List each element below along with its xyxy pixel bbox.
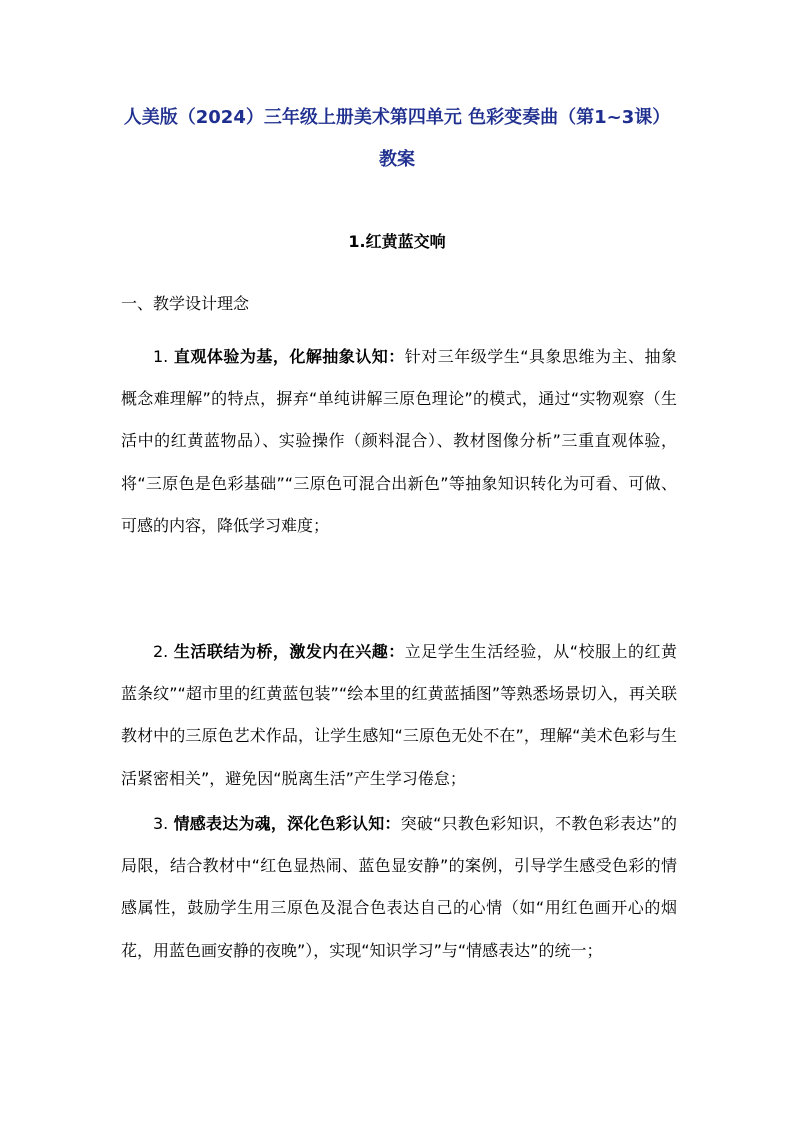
paragraph-body: 立足学生生活经验，从“校服上的红黄蓝条纹”“超市里的红黄蓝包装”“绘本里的红黄蓝插图”等熟悉场景切入，再关联教材中的三原色艺术作品，让学生感知“三原色无处不在”，理解“美术色彩与生活紧密相关”，避免因“脱离生活”产生学习倦怠； xyxy=(121,642,677,788)
paragraph-lead: 直观体验为基，化解抽象认知： xyxy=(173,347,405,366)
section-heading: 一、教学设计理念 xyxy=(121,294,250,313)
paragraph-number: 3. xyxy=(153,814,169,833)
paragraph-1 xyxy=(121,336,677,547)
paragraph-3 xyxy=(121,803,677,972)
paragraph-lead: 情感表达为魂，深化色彩认知： xyxy=(173,814,401,833)
document-title-continued: 教案 xyxy=(379,149,415,170)
paragraph-2 xyxy=(121,631,677,800)
paragraph-number: 1. xyxy=(153,347,169,366)
paragraph-body: 突破“只教色彩知识，不教色彩表达”的局限，结合教材中“红色显热闹、蓝色显安静”的案例，引导学生感受色彩的情感属性，鼓励学生用三原色及混合色表达自己的心情（如“用红色画开心的烟花，用蓝色画安静的夜晚”），实现“知识学习”与“情感表达”的统一； xyxy=(121,814,677,960)
paragraph-body: 针对三年级学生“具象思维为主、抽象概念难理解”的特点，摒弃“单纯讲解三原色理论”的模式，通过“实物观察（生活中的红黄蓝物品）、实验操作（颜料混合）、教材图像分析”三重直观体验，将“三原色是色彩基础”“三原色可混合出新色”等抽象知识转化为可看、可做、可感的内容，降低学习难度； xyxy=(121,347,677,535)
lesson-title: 1.红黄蓝交响 xyxy=(348,232,446,251)
document-title: 人美版（2024）三年级上册美术第四单元 色彩变奏曲（第1~3课） xyxy=(123,107,671,128)
paragraph-number: 2. xyxy=(153,642,169,661)
paragraph-lead: 生活联结为桥，激发内在兴趣： xyxy=(173,642,405,661)
